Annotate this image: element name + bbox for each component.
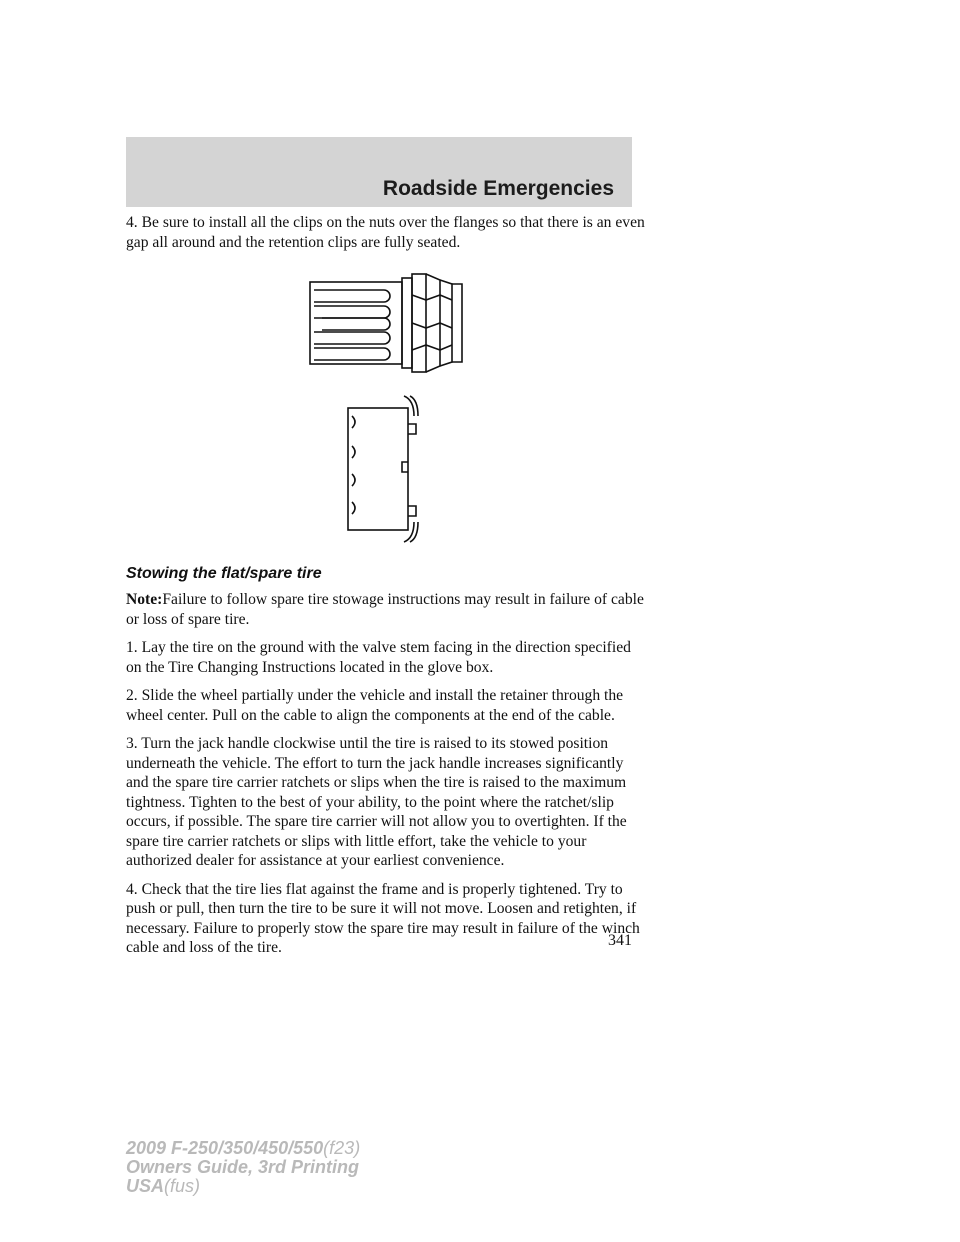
intro-text bbox=[126, 213, 646, 261]
step-4: 4. Check that the tire lies flat against the frame and is properly tightened. Try to push or pull, then turn the tire to be sure it will not move. Loosen and retighten, if necessary. Failure to properly stow the spare tire may result in failure of the winch cable and loss of the tire. bbox=[126, 880, 640, 956]
retention-clip-illustration bbox=[300, 270, 480, 555]
footer-model-code: (f23) bbox=[323, 1138, 361, 1158]
intro-step-4: 4. Be sure to install all the clips on the nuts over the flanges so that there is an even gap all around and the retention clips are fully seated. bbox=[126, 214, 645, 251]
footer-line-1 bbox=[126, 1139, 360, 1158]
step-2: 2. Slide the wheel partially under the vehicle and install the retainer through the wheel center. Pull on the cable to align the components at the end of the cable. bbox=[126, 687, 624, 724]
section-title: Roadside Emergencies bbox=[382, 177, 614, 200]
footer-model: 2009 F-250/350/450/550 bbox=[126, 1138, 324, 1158]
step-1: 1. Lay the tire on the ground with the valve stem facing in the direction specified on the Tire Changing Instructions located in the glove box. bbox=[126, 639, 631, 676]
page-number: 341 bbox=[608, 932, 632, 949]
note-text: Failure to follow spare tire stowage instructions may result in failure of cable or loss of spare tire. bbox=[126, 591, 644, 628]
step-3: 3. Turn the jack handle clockwise until the tire is raised to its stowed position underneath the vehicle. The effort to turn the jack handle increases significantly and the spare tire carrier ratchets or slips when the tire is raised to the maximum tightness. Tighten to the best of your ability, to the point where the ratchet/slip occurs, if possible. The spare tire carrier will not allow you to overtighten. If the spare tire carrier ratchets or slips with little effort, take the vehicle to your authorized dealer for assistance at your earliest convenience. bbox=[126, 735, 627, 869]
header-band bbox=[126, 137, 632, 207]
footer-market-code: (fus) bbox=[164, 1176, 201, 1196]
footer-line-2: Owners Guide, 3rd Printing bbox=[126, 1157, 360, 1177]
subsection-title: Stowing the flat/spare tire bbox=[126, 565, 322, 582]
footer-market: USA bbox=[126, 1176, 165, 1196]
footer-line-3 bbox=[126, 1177, 360, 1196]
stowing-instructions bbox=[126, 590, 646, 967]
note-paragraph bbox=[126, 590, 646, 629]
footer bbox=[126, 1139, 360, 1196]
note-label: Note: bbox=[126, 591, 163, 608]
